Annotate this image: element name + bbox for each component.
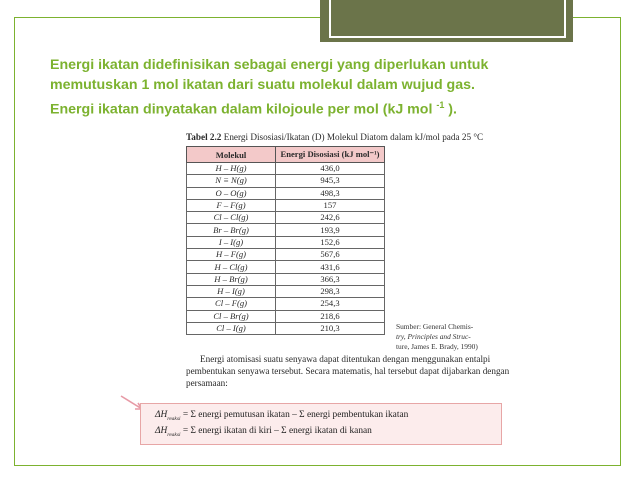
table-row xyxy=(187,285,385,297)
equation-1 xyxy=(155,410,408,422)
molecule-cell: Br – Br(g) xyxy=(187,224,276,236)
table-row xyxy=(187,212,385,224)
table-row xyxy=(187,187,385,199)
table-body xyxy=(187,163,385,335)
molecule-cell: O – O(g) xyxy=(187,187,276,199)
dissociation-energy-table xyxy=(186,146,385,335)
table-row xyxy=(187,322,385,334)
table-row xyxy=(187,175,385,187)
energy-value-cell: 254,3 xyxy=(276,298,385,310)
heading-line-3-end: ). xyxy=(444,101,457,118)
energy-value-cell: 567,6 xyxy=(276,249,385,261)
table-scan xyxy=(186,132,510,335)
table-row xyxy=(187,273,385,285)
energy-value-cell: 436,0 xyxy=(276,163,385,175)
slide-heading xyxy=(50,55,580,120)
energy-value-cell: 157 xyxy=(276,199,385,211)
table-caption-text: Energi Disosiasi/Ikatan (D) Molekul Diatom dalam kJ/mol pada 25 °C xyxy=(221,132,484,142)
equation-2-rhs: = Σ energi ikatan di kiri – Σ energi ikatan di kanan xyxy=(180,426,372,436)
equation-1-lhs: $\Delta H_{reaksi}$ xyxy=(155,410,181,422)
table-header-row xyxy=(187,147,385,163)
table-row xyxy=(187,224,385,236)
energy-value-cell: 498,3 xyxy=(276,187,385,199)
molecule-cell: N ≡ N(g) xyxy=(187,175,276,187)
energy-value-cell: 218,6 xyxy=(276,310,385,322)
heading-line-2: memutuskan 1 mol ikatan dari suatu molekul dalam wujud gas. xyxy=(50,77,475,93)
molecule-cell: H – Cl(g) xyxy=(187,261,276,273)
heading-line-3-sup: -1 xyxy=(436,100,445,110)
energy-value-cell: 242,6 xyxy=(276,212,385,224)
heading-line-3 xyxy=(50,95,580,120)
molecule-cell: H – I(g) xyxy=(187,285,276,297)
energy-value-cell: 152,6 xyxy=(276,236,385,248)
molecule-cell: H – Br(g) xyxy=(187,273,276,285)
molecule-cell: Cl – I(g) xyxy=(187,322,276,334)
paragraph-text: Energi atomisasi suatu senyawa dapat ditentukan dengan menggunakan entalpi pembentukan senyawa tersebut. Secara matematis, hal tersebut dapat dijabarkan dengan persamaan: xyxy=(186,354,510,389)
table-caption xyxy=(186,132,510,142)
molecule-cell: F – F(g) xyxy=(187,199,276,211)
molecule-cell: H – H(g) xyxy=(187,163,276,175)
column-header-molekul: Molekul xyxy=(187,147,276,163)
energy-value-cell: 366,3 xyxy=(276,273,385,285)
molecule-cell: H – F(g) xyxy=(187,249,276,261)
table-row xyxy=(187,199,385,211)
energy-value-cell: 945,3 xyxy=(276,175,385,187)
source-line-3: ture, James E. Brady, 1990) xyxy=(396,342,478,351)
energy-value-cell: 431,6 xyxy=(276,261,385,273)
atomization-paragraph xyxy=(186,353,510,390)
table-source xyxy=(396,322,508,352)
decorative-corner-outline xyxy=(329,0,566,38)
energy-value-cell: 210,3 xyxy=(276,322,385,334)
table-row xyxy=(187,236,385,248)
table-row xyxy=(187,163,385,175)
molecule-cell: Cl – Br(g) xyxy=(187,310,276,322)
heading-line-1: Energi ikatan didefinisikan sebagai energi yang diperlukan untuk xyxy=(50,57,489,73)
heading-line-3-main: Energi ikatan dinyatakan dalam kilojoule per mol (kJ mol xyxy=(50,101,437,118)
equation-2 xyxy=(155,426,372,438)
equation-2-lhs: $\Delta H_{reaksi}$ xyxy=(155,426,181,438)
molecule-cell: I – I(g) xyxy=(187,236,276,248)
molecule-cell: Cl – Cl(g) xyxy=(187,212,276,224)
table-row xyxy=(187,249,385,261)
molecule-cell: Cl – F(g) xyxy=(187,298,276,310)
table-row xyxy=(187,310,385,322)
source-line-1: Sumber: General Chemis- xyxy=(396,322,474,331)
table-row xyxy=(187,261,385,273)
equation-box xyxy=(140,403,502,445)
energy-value-cell: 298,3 xyxy=(276,285,385,297)
table-caption-number: Tabel 2.2 xyxy=(186,132,222,142)
table-row xyxy=(187,298,385,310)
energy-value-cell: 193,9 xyxy=(276,224,385,236)
source-line-2: try, Principles and Struc- xyxy=(396,332,471,341)
column-header-energi: Energi Disosiasi (kJ mol⁻¹) xyxy=(276,147,385,163)
equation-1-rhs: = Σ energi pemutusan ikatan – Σ energi pembentukan ikatan xyxy=(180,410,409,420)
